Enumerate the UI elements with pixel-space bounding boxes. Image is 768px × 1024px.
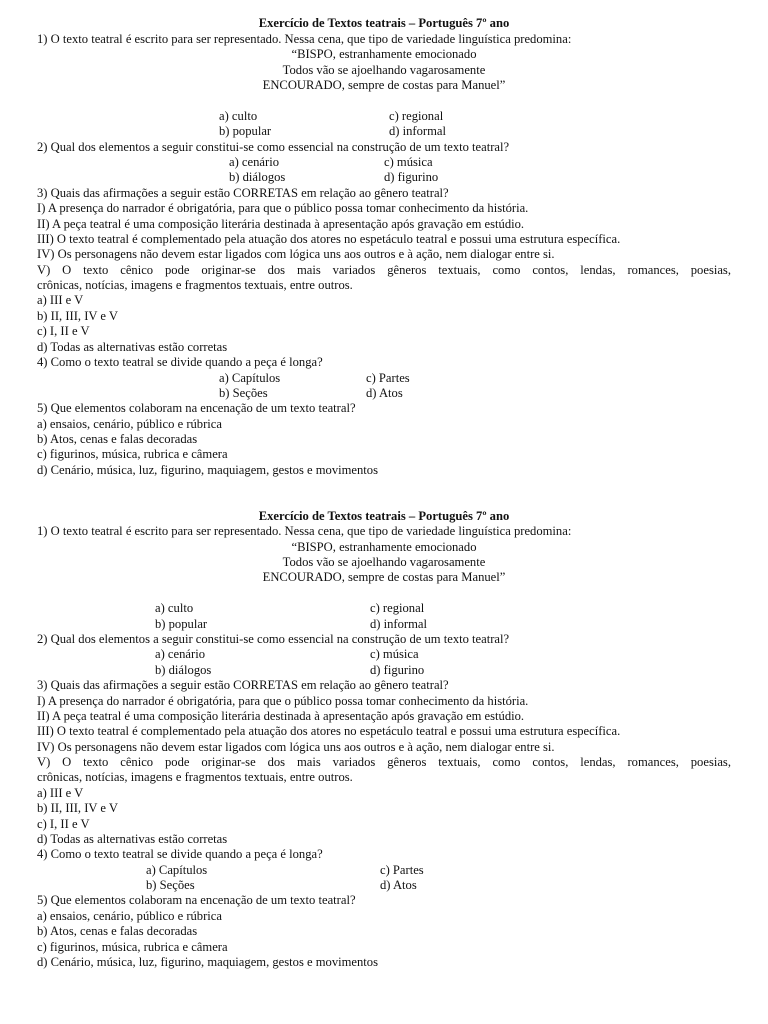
- question-1-text: 1) O texto teatral é escrito para ser representado. Nessa cena, que tipo de variedade linguística predomina:: [37, 32, 572, 46]
- statement: IV) Os personagens não devem estar ligados com lógica uns aos outros e à ação, nem dialogar entre si.: [37, 740, 555, 754]
- worksheet-title: Exercício de Textos teatrais – Português 7º ano: [258, 16, 510, 30]
- option-b: b) Atos, cenas e falas decoradas: [37, 432, 198, 446]
- question-5-text: 5) Que elementos colaboram na encenação de um texto teatral?: [37, 401, 356, 415]
- option-b: b) Seções: [146, 878, 195, 892]
- option-c: c) música: [384, 155, 433, 169]
- quote-line: Todos vão se ajoelhando vagarosamente: [282, 555, 486, 569]
- option-c: c) música: [370, 647, 419, 661]
- option-d: d) Todas as alternativas estão corretas: [37, 340, 228, 354]
- option-d: d) Todas as alternativas estão corretas: [37, 832, 228, 846]
- option-d: d) Atos: [380, 878, 417, 892]
- option-c: c) Partes: [380, 863, 424, 877]
- option-d: d) Atos: [366, 386, 403, 400]
- statement: crônicas, notícias, imagens e fragmentos textuais, entre outros.: [37, 278, 353, 292]
- quote-line: ENCOURADO, sempre de costas para Manuel”: [262, 78, 506, 92]
- option-d: d) figurino: [384, 170, 439, 184]
- worksheet-title: Exercício de Textos teatrais – Português 7º ano: [258, 509, 510, 523]
- option-a: a) III e V: [37, 293, 84, 307]
- option-b: b) diálogos: [155, 663, 212, 677]
- question-2-text: 2) Qual dos elementos a seguir constitui-se como essencial na construção de um texto teatral?: [37, 632, 510, 646]
- statement: I) A presença do narrador é obrigatória, para que o público possa tomar conhecimento da história.: [37, 694, 529, 708]
- option-d: d) informal: [370, 617, 428, 631]
- option-a: a) Capítulos: [146, 863, 208, 877]
- statement: III) O texto teatral é complementado pela atuação dos atores no espetáculo teatral e possui uma estrutura específica.: [37, 232, 621, 246]
- quote-line: “BISPO, estranhamente emocionado: [291, 540, 477, 554]
- option-b: b) II, III, IV e V: [37, 801, 119, 815]
- question-4-text: 4) Como o texto teatral se divide quando a peça é longa?: [37, 355, 323, 369]
- option-d: d) informal: [389, 124, 447, 138]
- option-a: a) Capítulos: [219, 371, 281, 385]
- option-c: c) regional: [389, 109, 444, 123]
- option-b: b) popular: [219, 124, 272, 138]
- option-c: c) regional: [370, 601, 425, 615]
- question-3-text: 3) Quais das afirmações a seguir estão CORRETAS em relação ao gênero teatral?: [37, 678, 449, 692]
- quote-line: ENCOURADO, sempre de costas para Manuel”: [262, 570, 506, 584]
- statement: crônicas, notícias, imagens e fragmentos textuais, entre outros.: [37, 770, 353, 784]
- option-b: b) popular: [155, 617, 208, 631]
- option-c: c) figurinos, música, rubrica e câmera: [37, 940, 228, 954]
- option-c: c) I, II e V: [37, 324, 90, 338]
- option-d: d) Cenário, música, luz, figurino, maquiagem, gestos e movimentos: [37, 955, 379, 969]
- statement: IV) Os personagens não devem estar ligados com lógica uns aos outros e à ação, nem dialogar entre si.: [37, 247, 555, 261]
- question-3-text: 3) Quais das afirmações a seguir estão CORRETAS em relação ao gênero teatral?: [37, 186, 449, 200]
- question-5-text: 5) Que elementos colaboram na encenação de um texto teatral?: [37, 893, 356, 907]
- option-c: c) I, II e V: [37, 817, 90, 831]
- option-a: a) cenário: [155, 647, 205, 661]
- statement: V) O texto cênico pode originar-se dos mais variados gêneros textuais, como contos, lendas, romances, poesias,: [37, 263, 731, 277]
- question-1-text: 1) O texto teatral é escrito para ser representado. Nessa cena, que tipo de variedade linguística predomina:: [37, 524, 572, 538]
- option-b: b) Seções: [219, 386, 268, 400]
- question-4-text: 4) Como o texto teatral se divide quando a peça é longa?: [37, 847, 323, 861]
- statement: V) O texto cênico pode originar-se dos mais variados gêneros textuais, como contos, lendas, romances, poesias,: [37, 755, 731, 769]
- statement: II) A peça teatral é uma composição literária destinada à apresentação após gravação em estúdio.: [37, 709, 525, 723]
- option-a: a) cenário: [229, 155, 279, 169]
- option-d: d) Cenário, música, luz, figurino, maquiagem, gestos e movimentos: [37, 463, 379, 477]
- statement: III) O texto teatral é complementado pela atuação dos atores no espetáculo teatral e possui uma estrutura específica.: [37, 724, 621, 738]
- quote-line: “BISPO, estranhamente emocionado: [291, 47, 477, 61]
- option-c: c) Partes: [366, 371, 410, 385]
- option-d: d) figurino: [370, 663, 425, 677]
- quote-line: Todos vão se ajoelhando vagarosamente: [282, 63, 486, 77]
- option-a: a) ensaios, cenário, público e rúbrica: [37, 417, 222, 431]
- statement: I) A presença do narrador é obrigatória, para que o público possa tomar conhecimento da história.: [37, 201, 529, 215]
- option-a: a) culto: [155, 601, 194, 615]
- option-b: b) II, III, IV e V: [37, 309, 119, 323]
- option-b: b) diálogos: [229, 170, 286, 184]
- option-b: b) Atos, cenas e falas decoradas: [37, 924, 198, 938]
- option-a: a) ensaios, cenário, público e rúbrica: [37, 909, 222, 923]
- option-c: c) figurinos, música, rubrica e câmera: [37, 447, 228, 461]
- question-2-text: 2) Qual dos elementos a seguir constitui-se como essencial na construção de um texto teatral?: [37, 140, 510, 154]
- option-a: a) III e V: [37, 786, 84, 800]
- option-a: a) culto: [219, 109, 258, 123]
- statement: II) A peça teatral é uma composição literária destinada à apresentação após gravação em estúdio.: [37, 217, 525, 231]
